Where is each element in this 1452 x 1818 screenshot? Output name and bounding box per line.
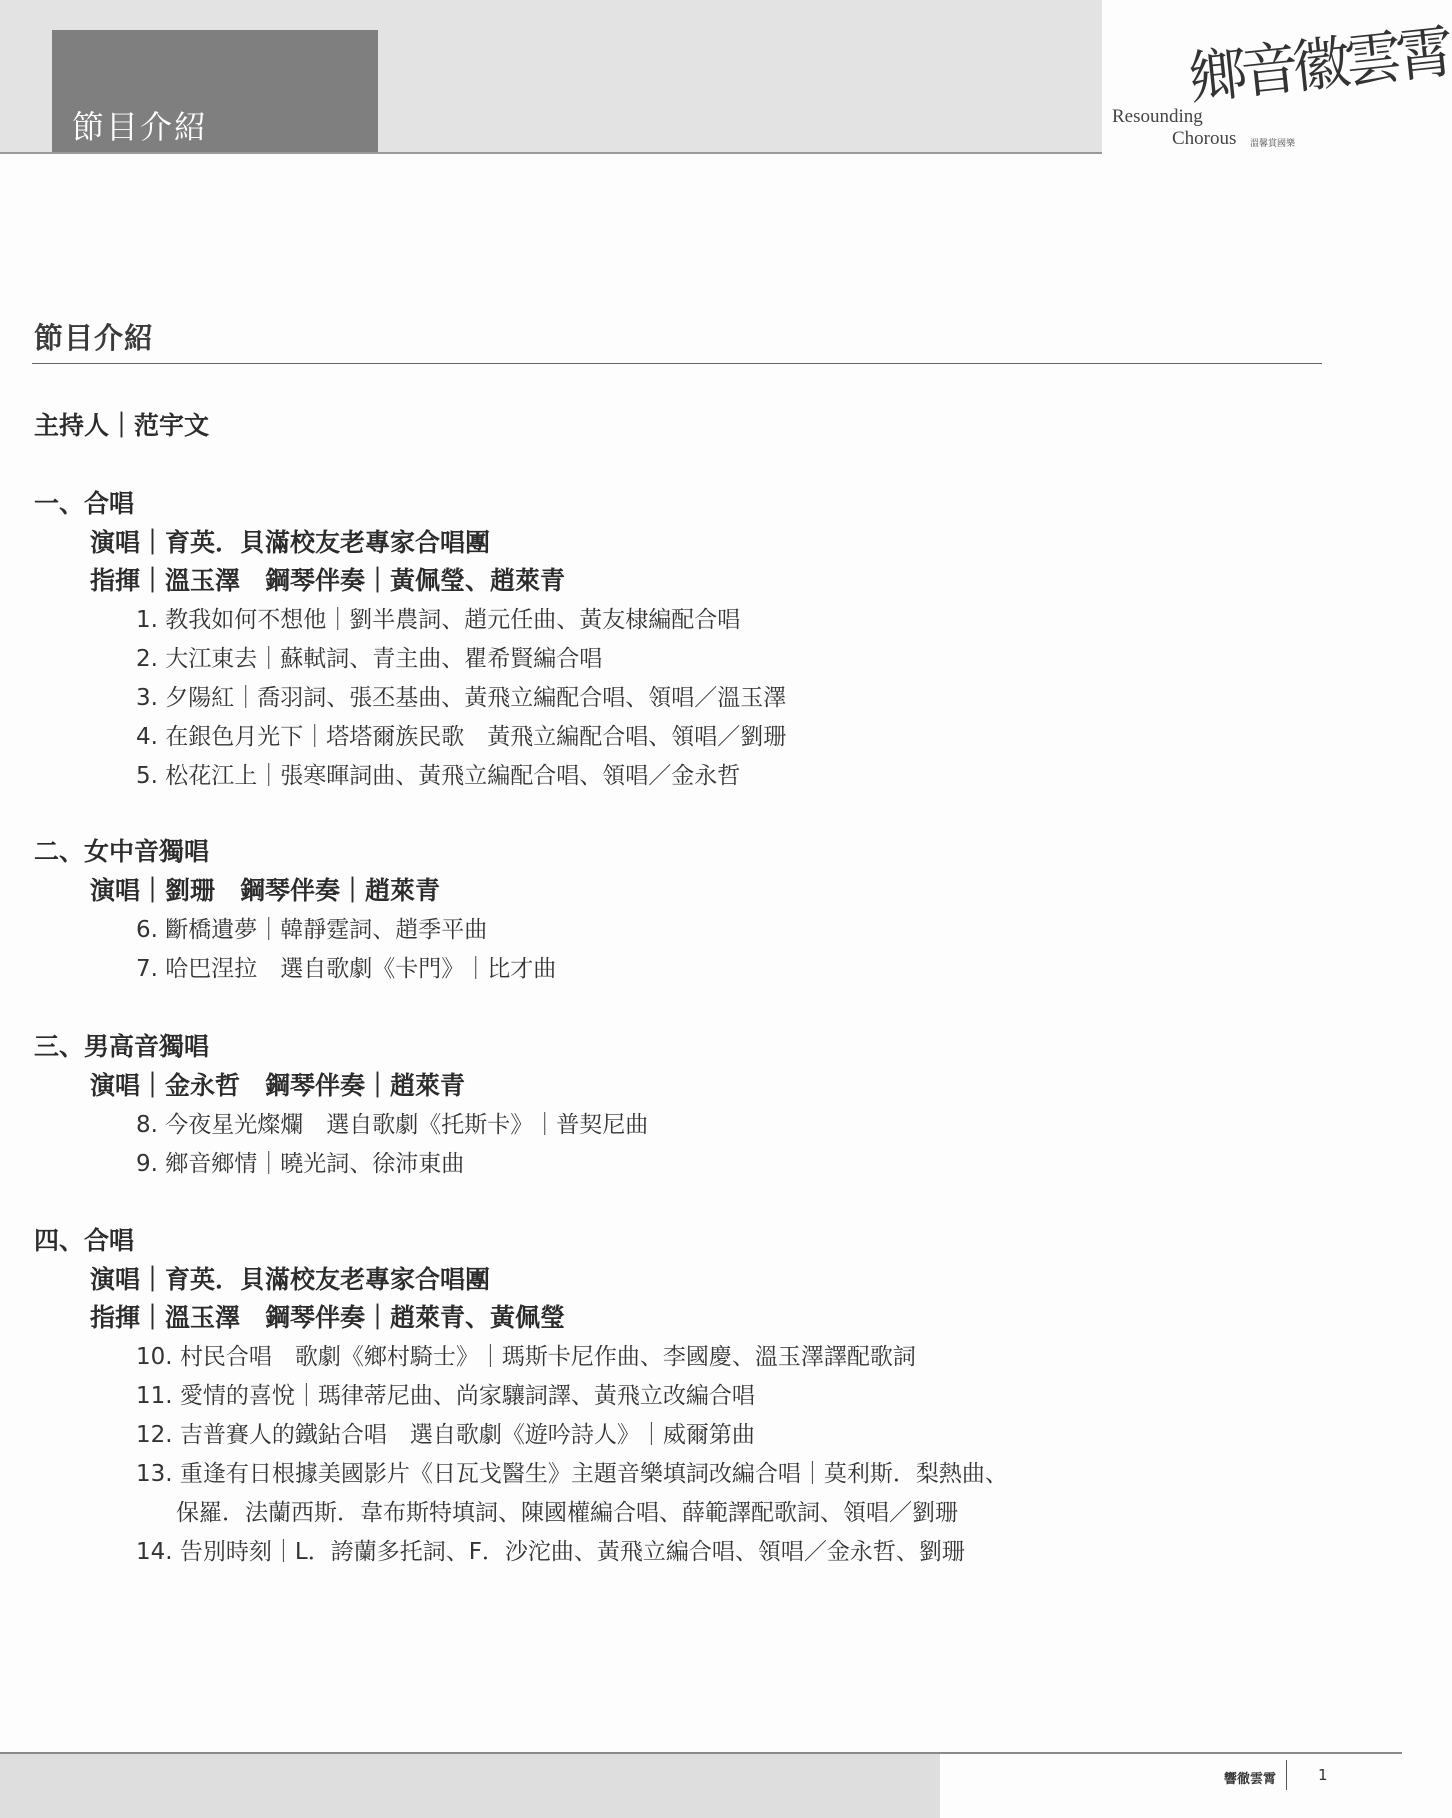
program-item: 9. 鄉音鄉情｜曉光詞、徐沛東曲 [136,1151,465,1177]
program-item: 6. 斷橋遺夢｜韓靜霆詞、趙季平曲 [136,917,488,943]
program-item: 7. 哈巴涅拉 選自歌劇《卡門》｜比才曲 [136,956,557,982]
program-item: 12. 吉普賽人的鐵鉆合唱 選自歌劇《遊吟詩人》｜威爾第曲 [136,1422,755,1448]
program-item: 5. 松花江上｜張寒暉詞曲、黃飛立編配合唱、領唱／金永哲 [136,763,741,789]
page-number: 1 [1318,1766,1328,1784]
section-heading: 一、合唱 [34,489,135,518]
program-item: 8. 今夜星光燦爛 選自歌劇《托斯卡》｜普契尼曲 [136,1112,649,1138]
program-item: 11. 愛情的喜悅｜瑪律蒂尼曲、尚家驤詞譯、黃飛立改編合唱 [136,1383,755,1409]
footer-title: 響徹雲霄 [1224,1772,1277,1787]
logo-calligraphy: 鄉音徽雲霄 [1185,17,1452,113]
footer-band [0,1752,940,1818]
program-item: 10. 村民合唱 歌劇《鄉村騎士》｜瑪斯卡尼作曲、李國慶、溫玉澤譯配歌詞 [136,1344,916,1370]
section-detail: 演唱｜劉珊 鋼琴伴奏｜趙萊青 [90,876,441,905]
section-detail: 指揮｜溫玉澤 鋼琴伴奏｜黃佩瑩、趙萊青 [90,566,566,595]
section-heading: 四、合唱 [34,1226,135,1255]
section-detail: 演唱｜育英．貝滿校友老專家合唱團 [90,528,491,557]
host-line: 主持人｜范宇文 [34,411,210,440]
section-detail: 指揮｜溫玉澤 鋼琴伴奏｜趙萊青、黃佩瑩 [90,1303,566,1332]
program-item-continuation: 保羅．法蘭西斯．韋布斯特填詞、陳國權編合唱、薛範譯配歌詞、領唱／劉珊 [176,1500,958,1526]
section-detail: 演唱｜育英．貝滿校友老專家合唱團 [90,1265,491,1294]
logo-subtitle: 溫馨賞國樂 [1250,139,1296,149]
section-heading: 三、男高音獨唱 [34,1032,210,1061]
section-heading: 二、女中音獨唱 [34,837,210,866]
event-logo [1108,17,1452,156]
page-title: 節目介紹 [34,321,155,355]
program-item: 14. 告別時刻｜L．誇蘭多托詞、F．沙沱曲、黃飛立編合唱、領唱／金永哲、劉珊 [136,1539,965,1565]
program-item: 1. 教我如何不想他｜劉半農詞、趙元任曲、黃友棣編配合唱 [136,607,741,633]
footer-rule [0,1752,1402,1754]
program-item: 3. 夕陽紅｜喬羽詞、張丕基曲、黃飛立編配合唱、領唱／溫玉澤 [136,685,787,711]
logo-english-line1: Resounding [1112,106,1203,127]
program-item: 13. 重逢有日根據美國影片《日瓦戈醫生》主題音樂填詞改編合唱｜莫利斯．梨熱曲、 [136,1461,1008,1487]
program-item: 4. 在銀色月光下｜塔塔爾族民歌 黃飛立編配合唱、領唱／劉珊 [136,724,787,750]
footer-separator [1286,1760,1287,1790]
header-tab-title: 節目介紹 [72,108,209,146]
section-detail: 演唱｜金永哲 鋼琴伴奏｜趙萊青 [90,1071,466,1100]
logo-english-line2: Chorous [1172,128,1237,149]
program-item: 2. 大江東去｜蘇軾詞、青主曲、瞿希賢編合唱 [136,646,603,672]
title-divider [32,363,1322,364]
header-tab [52,30,378,152]
